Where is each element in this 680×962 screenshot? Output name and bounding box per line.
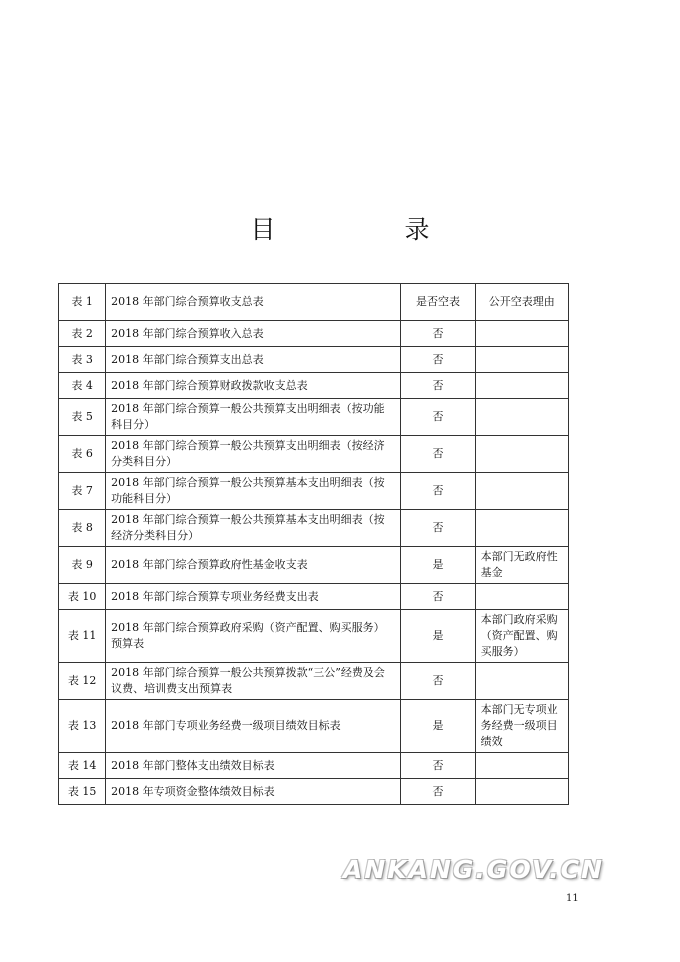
cell-is-empty: 否 bbox=[401, 373, 475, 399]
cell-is-empty: 否 bbox=[401, 779, 475, 805]
table-row bbox=[59, 610, 569, 663]
cell-table-no: 表 8 bbox=[59, 510, 106, 547]
cell-table-no: 表 9 bbox=[59, 547, 106, 584]
cell-is-empty: 否 bbox=[401, 510, 475, 547]
table-row bbox=[59, 399, 569, 436]
cell-is-empty: 否 bbox=[401, 753, 475, 779]
site-watermark: ANKANG.GOV.CN bbox=[343, 855, 605, 884]
cell-is-empty: 否 bbox=[401, 663, 475, 700]
table-header-row bbox=[59, 284, 569, 321]
cell-table-name: 2018 年部门整体支出绩效目标表 bbox=[106, 753, 401, 779]
cell-table-name: 2018 年部门综合预算一般公共预算拨款“三公”经费及会议费、培训费支出预算表 bbox=[106, 663, 401, 700]
cell-table-no: 表 10 bbox=[59, 584, 106, 610]
cell-table-name: 2018 年部门综合预算财政拨款收支总表 bbox=[106, 373, 401, 399]
table-row bbox=[59, 700, 569, 753]
cell-table-no: 表 4 bbox=[59, 373, 106, 399]
cell-empty-reason bbox=[475, 510, 568, 547]
table-row bbox=[59, 584, 569, 610]
cell-table-name: 2018 年部门综合预算支出总表 bbox=[106, 347, 401, 373]
cell-is-empty: 是 bbox=[401, 700, 475, 753]
cell-table-name: 2018 年部门专项业务经费一级项目绩效目标表 bbox=[106, 700, 401, 753]
table-row bbox=[59, 779, 569, 805]
cell-table-name: 2018 年部门综合预算一般公共预算基本支出明细表（按经济分类科目分） bbox=[106, 510, 401, 547]
cell-empty-reason: 本部门无专项业务经费一级项目绩效 bbox=[475, 700, 568, 753]
cell-table-no: 表 13 bbox=[59, 700, 106, 753]
cell-is-empty: 否 bbox=[401, 347, 475, 373]
toc-table bbox=[58, 283, 569, 805]
header-cell-no: 表 1 bbox=[59, 284, 106, 321]
cell-table-no: 表 11 bbox=[59, 610, 106, 663]
table-row bbox=[59, 753, 569, 779]
table-row bbox=[59, 347, 569, 373]
table-row bbox=[59, 473, 569, 510]
cell-table-name: 2018 年部门综合预算政府采购（资产配置、购买服务）预算表 bbox=[106, 610, 401, 663]
cell-is-empty: 否 bbox=[401, 321, 475, 347]
cell-empty-reason bbox=[475, 373, 568, 399]
cell-table-no: 表 14 bbox=[59, 753, 106, 779]
cell-table-no: 表 7 bbox=[59, 473, 106, 510]
cell-table-no: 表 12 bbox=[59, 663, 106, 700]
cell-is-empty: 否 bbox=[401, 436, 475, 473]
cell-table-no: 表 2 bbox=[59, 321, 106, 347]
page-number: 11 bbox=[566, 893, 579, 904]
cell-table-name: 2018 年部门综合预算政府性基金收支表 bbox=[106, 547, 401, 584]
cell-empty-reason bbox=[475, 473, 568, 510]
cell-table-name: 2018 年部门综合预算一般公共预算支出明细表（按功能科目分） bbox=[106, 399, 401, 436]
cell-empty-reason bbox=[475, 779, 568, 805]
cell-empty-reason: 本部门政府采购（资产配置、购买服务） bbox=[475, 610, 568, 663]
toc-table-body bbox=[59, 284, 569, 805]
page-title: 目 录 bbox=[250, 215, 482, 244]
cell-is-empty: 否 bbox=[401, 473, 475, 510]
cell-empty-reason bbox=[475, 399, 568, 436]
cell-table-no: 表 5 bbox=[59, 399, 106, 436]
table-row bbox=[59, 436, 569, 473]
table-row bbox=[59, 510, 569, 547]
cell-empty-reason bbox=[475, 347, 568, 373]
cell-table-no: 表 15 bbox=[59, 779, 106, 805]
cell-empty-reason: 本部门无政府性基金 bbox=[475, 547, 568, 584]
cell-empty-reason bbox=[475, 321, 568, 347]
table-row bbox=[59, 547, 569, 584]
cell-table-name: 2018 年部门综合预算一般公共预算基本支出明细表（按功能科目分） bbox=[106, 473, 401, 510]
header-cell-reason: 公开空表理由 bbox=[475, 284, 568, 321]
cell-is-empty: 是 bbox=[401, 547, 475, 584]
header-cell-empty: 是否空表 bbox=[401, 284, 475, 321]
cell-table-no: 表 6 bbox=[59, 436, 106, 473]
header-cell-name: 2018 年部门综合预算收支总表 bbox=[106, 284, 401, 321]
table-row bbox=[59, 663, 569, 700]
cell-table-name: 2018 年部门综合预算专项业务经费支出表 bbox=[106, 584, 401, 610]
cell-empty-reason bbox=[475, 436, 568, 473]
cell-is-empty: 否 bbox=[401, 584, 475, 610]
cell-table-no: 表 3 bbox=[59, 347, 106, 373]
cell-table-name: 2018 年部门综合预算一般公共预算支出明细表（按经济分类科目分） bbox=[106, 436, 401, 473]
cell-is-empty: 否 bbox=[401, 399, 475, 436]
table-row bbox=[59, 321, 569, 347]
cell-is-empty: 是 bbox=[401, 610, 475, 663]
table-row bbox=[59, 373, 569, 399]
cell-table-name: 2018 年部门综合预算收入总表 bbox=[106, 321, 401, 347]
cell-empty-reason bbox=[475, 584, 568, 610]
cell-empty-reason bbox=[475, 663, 568, 700]
cell-empty-reason bbox=[475, 753, 568, 779]
cell-table-name: 2018 年专项资金整体绩效目标表 bbox=[106, 779, 401, 805]
